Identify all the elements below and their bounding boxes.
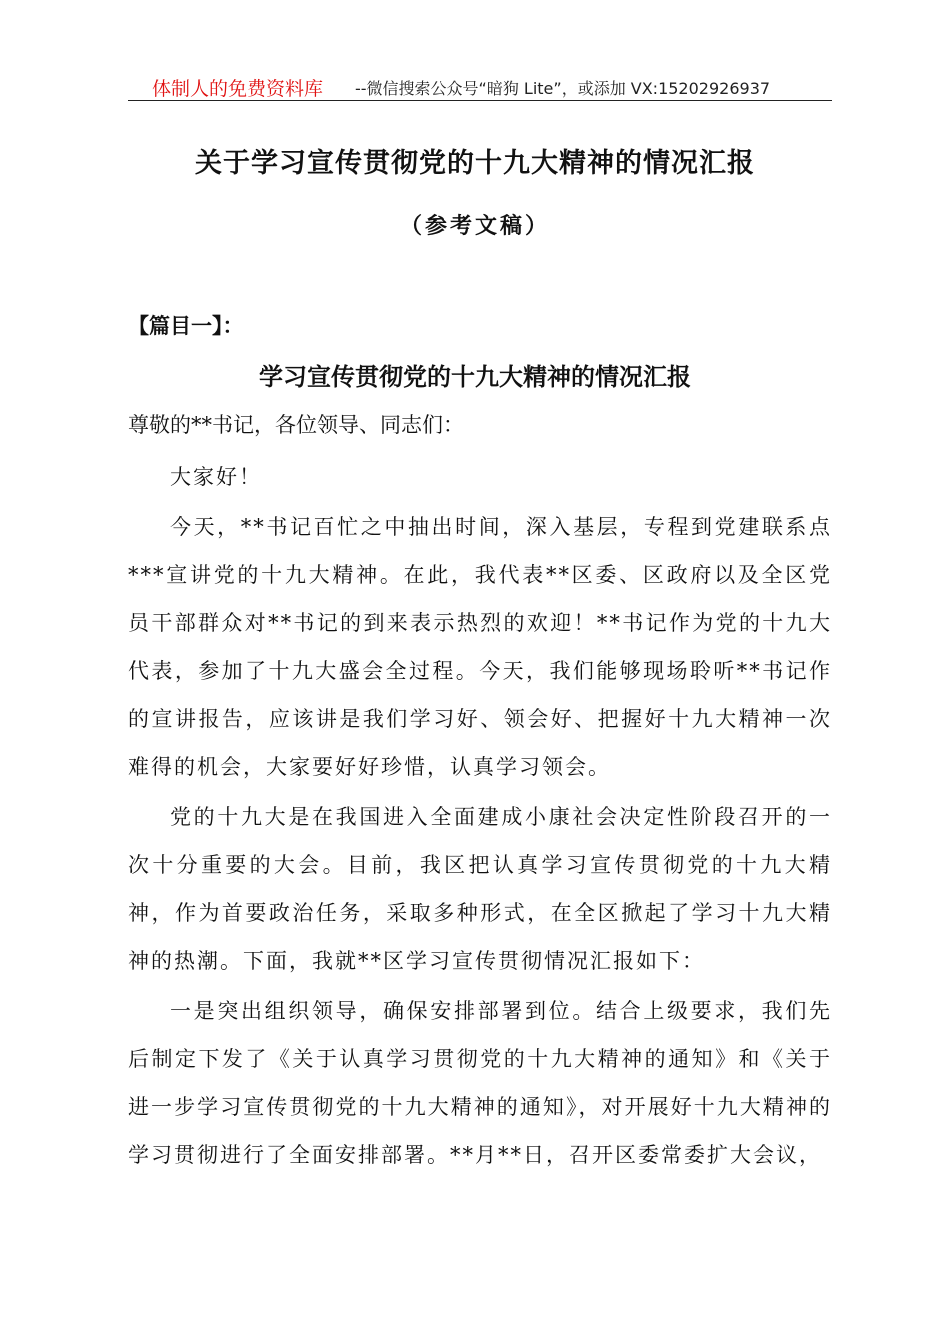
page-header xyxy=(128,72,832,101)
document-subtitle: （参考文稿） xyxy=(399,213,550,239)
report-title: 学习宣传贯彻党的十九大精神的情况汇报 xyxy=(259,362,691,391)
body-text xyxy=(128,453,832,1181)
paragraph-greeting: 大家好！ xyxy=(170,465,262,489)
paragraph-welcome: 今天，**书记百忙之中抽出时间，深入基层，专程到党建联系点***宣讲党的十九大精神。在此，我代表**区委、区政府以及全区党员干部群众对**书记的到来表示热烈的欢迎！**书记作为党的十九大代表，参加了十九大盛会全过程。今天，我们能够现场聆听**书记作的宣讲报告，应该讲是我们学习好、领会好、把握好十九大精神一次难得的机会，大家要好好珍惜，认真学习领会。 xyxy=(128,515,832,779)
paragraph-overview: 党的十九大是在我国进入全面建成小康社会决定性阶段召开的一次十分重要的大会。目前，我区把认真学习宣传贯彻党的十九大精神，作为首要政治任务，采取多种形式，在全区掀起了学习十九大精神的热潮。下面，我就**区学习宣传贯彻情况汇报如下： xyxy=(128,805,832,973)
header-brand: 体制人的免费资料库 xyxy=(152,78,324,100)
paragraph-point-one: 一是突出组织领导，确保安排部署到位。结合上级要求，我们先后制定下发了《关于认真学习贯彻党的十九大精神的通知》和《关于进一步学习宣传贯彻党的十九大精神的通知》，对开展好十九大精神的学习贯彻进行了全面安排部署。**月**日，召开区委常委扩大会议， xyxy=(128,999,832,1167)
document-title: 关于学习宣传贯彻党的十九大精神的情况汇报 xyxy=(195,148,755,179)
section-label: 【篇目一】： xyxy=(128,313,244,338)
header-contact-info: --微信搜索公众号“暗狗 Lite”，或添加 VX:15202926937 xyxy=(355,79,771,98)
salutation: 尊敬的**书记，各位领导、同志们： xyxy=(128,413,464,437)
